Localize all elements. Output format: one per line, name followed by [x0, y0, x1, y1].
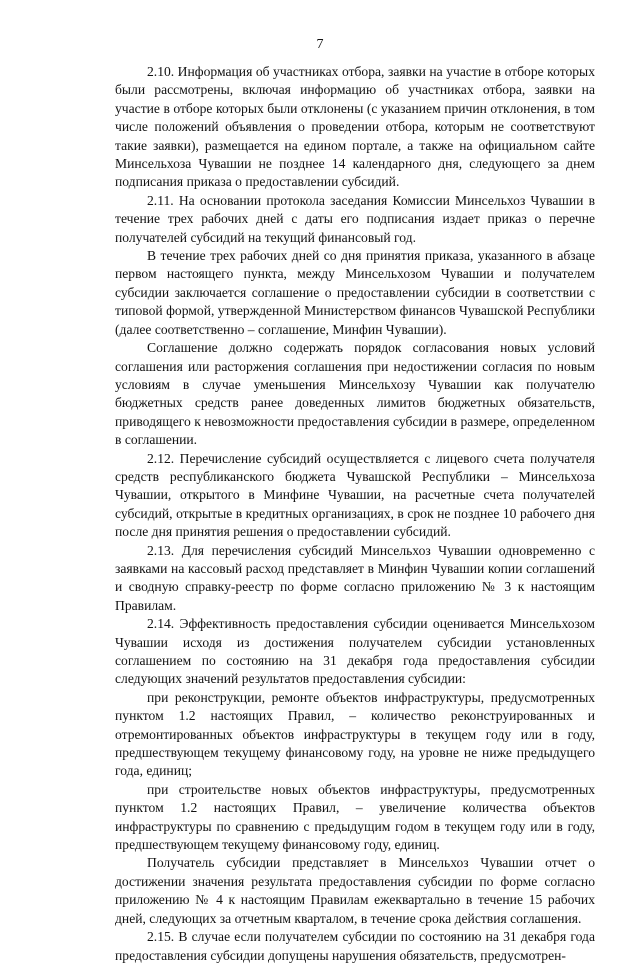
paragraph-construction-result: при строительстве новых объектов инфраструктуры, предусмотренных пунктом 1.2 настоящих Правил, – увеличение количества объектов инфраструктуры по сравнению с предыдущим годом в текущем году или в году, предшествующем текущему финансовому году, единиц.: [115, 781, 595, 853]
paragraph-2-10: 2.10. Информация об участниках отбора, заявки на участие в отборе которых были рассмотрены, включая информацию об участниках отбора, заявки на участие в отборе которых были отклонены (с указанием причин отклонения, в том числе положений объявления о проведении отбора, которым не соответствуют такие заявки), размещается на едином портале, а также на официальном сайте Минсельхоза Чувашии не позднее 14 календарного дня, следующего за днем подписания приказа о предоставлении субсидий.: [115, 64, 595, 190]
paragraph-report: Получатель субсидии представляет в Минсельхоз Чувашии отчет о достижении значения результата предоставления субсидии по форме согласно приложению № 4 к настоящим Правилам ежеквартально в течение 15 рабочих дней, следующих за отчетным кварталом, в течение срока действия соглашения.: [115, 855, 595, 926]
paragraph-2-14: 2.14. Эффективность предоставления субсидии оценивается Минсельхозом Чувашии исходя из достижения получателем субсидии установленных соглашением по состоянию на 31 декабря года предоставления субсидии следующих значений результатов предоставления субсидии:: [115, 616, 595, 687]
paragraph-agreement-content: Соглашение должно содержать порядок согласования новых условий соглашения или расторжения соглашения при недостижении согласия по новым условиям в случае уменьшения Минсельхозу Чувашии как получателю бюджетных средств ранее доведенных лимитов бюджетных обязательств, приводящего к невозможности предоставления субсидии в размере, определенном в соглашении.: [115, 340, 595, 448]
paragraph-agreement-conclusion: В течение трех рабочих дней со дня принятия приказа, указанного в абзаце первом настоящего пункта, между Минсельхозом Чувашии и получателем субсидии заключается соглашение о предоставлении субсидии в соответствии с типовой формой, утвержденной Министерством финансов Чувашской Республики (далее соответственно – соглашение, Минфин Чувашии).: [115, 248, 595, 337]
page-number: 7: [316, 37, 324, 52]
paragraph-reconstruction-result: при реконструкции, ремонте объектов инфраструктуры, предусмотренных пунктом 1.2 настоящих Правил, – количество реконструированных и отремонтированных объектов инфраструктуры в текущем году или в году, предшествующем текущему финансовому году, на уровне не ниже предыдущего года, единиц;: [115, 689, 595, 779]
document-body: [115, 63, 595, 965]
paragraph-2-13: 2.13. Для перечисления субсидий Минсельхоз Чувашии одновременно с заявками на кассовый расход представляет в Минфин Чувашии копии соглашений и сводную справку-реестр по форме согласно приложению № 3 к настоящим Правилам.: [115, 542, 595, 613]
paragraph-2-12: 2.12. Перечисление субсидий осуществляется с лицевого счета получателя средств республиканского бюджета Чувашской Республики – Минсельхоза Чувашии, открытого в Минфине Чувашии, на расчетные счета получателей субсидий, открытые в кредитных организациях, в срок не позднее 10 рабочего дня после дня принятия решения о предоставлении субсидий.: [115, 450, 595, 540]
paragraph-2-11: 2.11. На основании протокола заседания Комиссии Минсельхоз Чувашии в течение трех рабочих дней с даты его подписания издает приказ о перечне получателей субсидий на текущий финансовый год.: [115, 192, 595, 245]
paragraph-2-15: 2.15. В случае если получателем субсидии по состоянию на 31 декабря года предоставления субсидии допущены нарушения обязательств, предусмотрен-: [115, 929, 595, 963]
